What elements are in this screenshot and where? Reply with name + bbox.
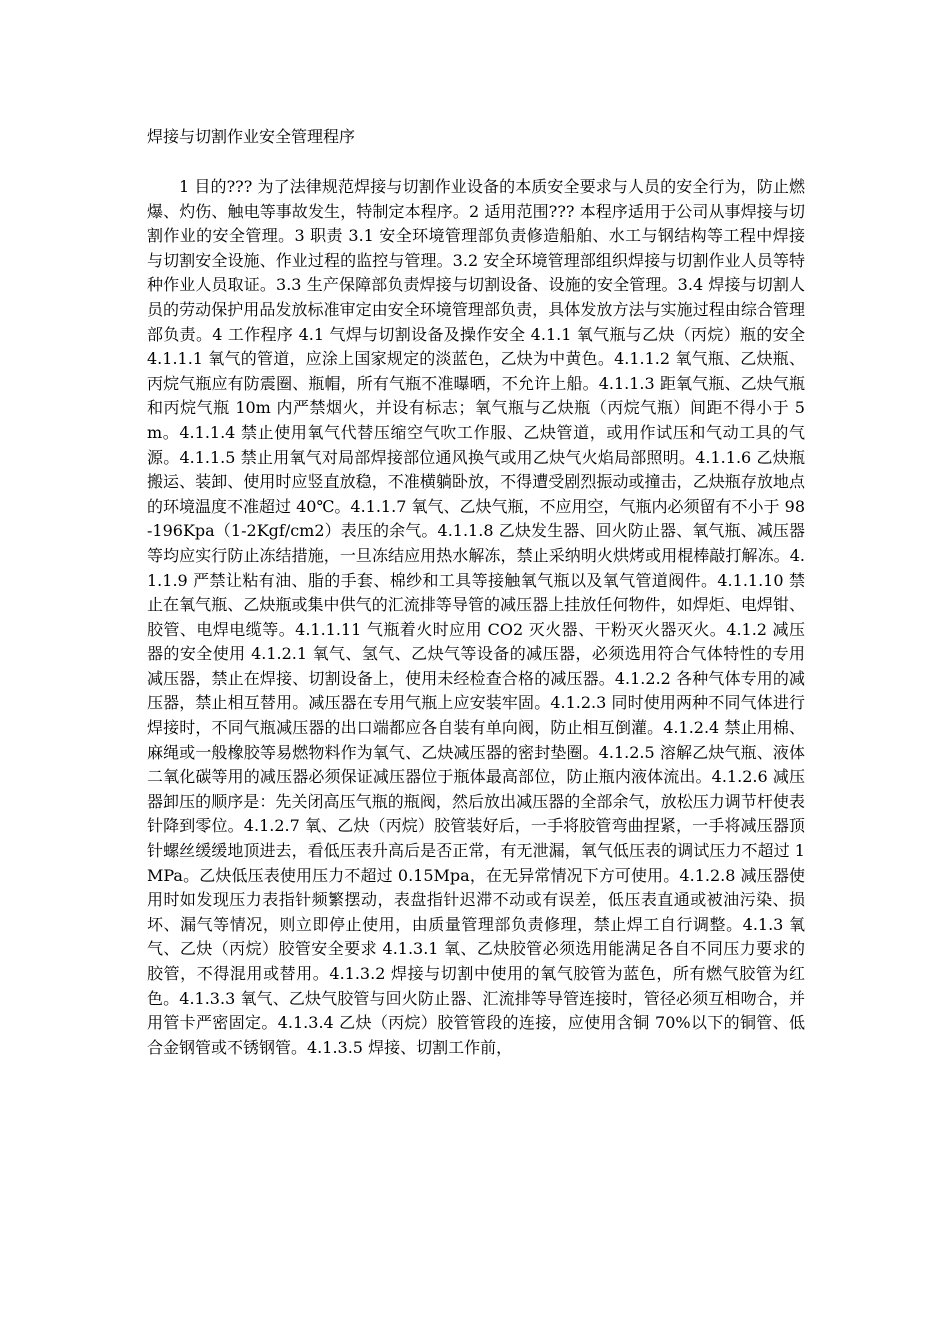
document-title: 焊接与切割作业安全管理程序 (147, 127, 356, 146)
document-body-paragraph: 1 目的??? 为了法律规范焊接与切割作业设备的本质安全要求与人员的安全行为，防止燃爆、灼伤、触电等事故发生，特制定本程序。2 适用范围??? 本程序适用于公司从事焊接与切割作业的安全管理。3 职责 3.1 安全环境管理部负责修造船舶、水工与钢结构等工程中焊接与切割安全设施、作业过程的监控与管理。3.2 安全环境管理部组织焊接与切割作业人员等特种作业人员取证。3.3 生产保障部负责焊接与切割设备、设施的安全管理。3.4 焊接与切割人员的劳动保护用品发放标准审定由安全环境管理部负责，具体发放方法与实施过程由综合管理部负责。4 工作程序 4.1 气焊与切割设备及操作安全 4.1.1 氧气瓶与乙炔（丙烷）瓶的安全 4.1.1.1 氧气的管道，应涂上国家规定的淡蓝色，乙炔为中黄色。4.1.1.2 氧气瓶、乙炔瓶、丙烷气瓶应有防震圈、瓶帽，所有气瓶不准曝晒，不允许上船。4.1.1.3 距氧气瓶、乙炔气瓶和丙烷气瓶 10m 内严禁烟火，并设有标志；氧气瓶与乙炔瓶（丙烷气瓶）间距不得小于 5m。4.1.1.4 禁止使用氧气代替压缩空气吹工作服、乙炔管道，或用作试压和气动工具的气源。4.1.1.5 禁止用氧气对局部焊接部位通风换气或用乙炔气火焰局部照明。4.1.1.6 乙炔瓶搬运、装卸、使用时应竖直放稳，不准横躺卧放，不得遭受剧烈振动或撞击，乙炔瓶存放地点的环境温度不准超过 40℃。4.1.1.7 氧气、乙炔气瓶，不应用空，气瓶内必须留有不小于 98-196Kpa（1-2Kgf/cm2）表压的余气。4.1.1.8 乙炔发生器、回火防止器、氧气瓶、减压器等均应实行防止冻结措施，一旦冻结应用热水解冻，禁止采纳明火烘烤或用棍棒敲打解冻。4.1.1.9 严禁让粘有油、脂的手套、棉纱和工具等接触氧气瓶以及氧气管道阀件。4.1.1.10 禁止在氧气瓶、乙炔瓶或集中供气的汇流排等导管的减压器上挂放任何物件，如焊炬、电焊钳、胶管、电焊电缆等。4.1.1.11 气瓶着火时应用 CO2 灭火器、干粉灭火器灭火。4.1.2 减压器的安全使用 4.1.2.1 氧气、氢气、乙炔气等设备的减压器，必须选用符合气体特性的专用减压器，禁止在焊接、切割设备上，使用未经检查合格的减压器。4.1.2.2 各种气体专用的减压器，禁止相互替用。减压器在专用气瓶上应安装牢固。4.1.2.3 同时使用两种不同气体进行焊接时，不同气瓶减压器的出口端都应各自装有单向阀，防止相互倒灌。4.1.2.4 禁止用棉、麻绳或一般橡胶等易燃物料作为氧气、乙炔减压器的密封垫圈。4.1.2.5 溶解乙炔气瓶、液体二氧化碳等用的减压器必须保证减压器位于瓶体最高部位，防止瓶内液体流出。4.1.2.6 减压器卸压的顺序是：先关闭高压气瓶的瓶阀，然后放出减压器的全部余气，放松压力调节杆使表针降到零位。4.1.2.7 氧、乙炔（丙烷）胶管装好后，一手将胶管弯曲捏紧，一手将减压器顶针螺丝缓缓地顶进去，看低压表升高后是否正常，有无泄漏，氧气低压表的调试压力不超过 1MPa。乙炔低压表使用压力不超过 0.15Mpa，在无异常情况下方可使用。4.1.2.8 减压器使用时如发现压力表指针频繁摆动，表盘指针迟滞不动或有误差，低压表直通或被油污染、损坏、漏气等情况，则立即停止使用，由质量管理部负责修理，禁止焊工自行调整。4.1.3 氧气、乙炔（丙烷）胶管安全要求 4.1.3.1 氧、乙炔胶管必须选用能满足各自不同压力要求的胶管，不得混用或替用。4.1.3.2 焊接与切割中使用的氧气胶管为蓝色，所有燃气胶管为红色。4.1.3.3 氧气、乙炔气胶管与回火防止器、汇流排等导管连接时，管径必须互相吻合，并用管卡严密固定。4.1.3.4 乙炔（丙烷）胶管管段的连接，应使用含铜 70%以下的铜管、低合金钢管或不锈钢管。4.1.3.5 焊接、切割工作前， (147, 177, 805, 1057)
